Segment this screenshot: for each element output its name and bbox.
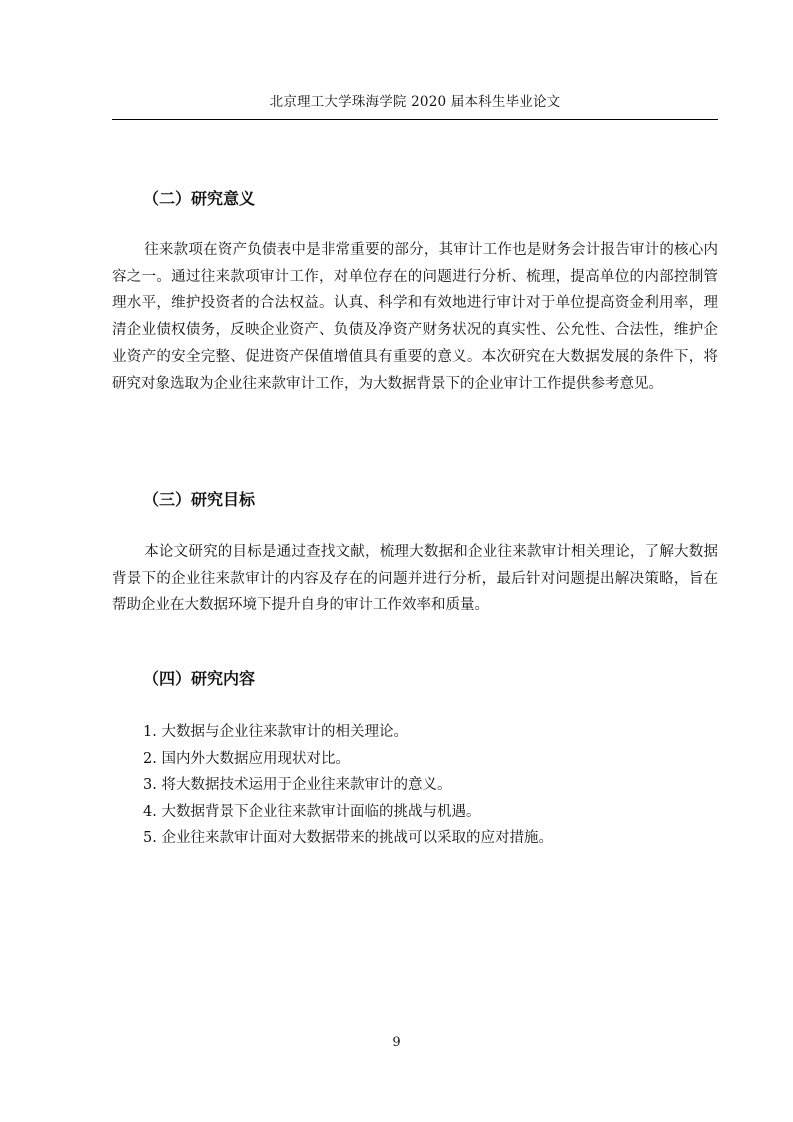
paragraph-text: 往来款项在资产负债表中是非常重要的部分，其审计工作也是财务会计报告审计的核心内容之一。通过往来款项审计工作，对单位存在的问题进行分析、梳理，提高单位的内部控制管理水平，维护投资者的合法权益。认真、科学和有效地进行审计对于单位提高资金利用率，理清企业债权债务，反映企业资产、负债及净资产财务状况的真实性、公允性、合法性，维护企业资产的安全完整、促进资产保值增值具有重要的意义。本次研究在大数据发展的条件下，将研究对象选取为企业往来款审计工作，为大数据背景下的企业审计工作提供参考意见。 bbox=[112, 242, 718, 392]
page-number: 9 bbox=[392, 1035, 401, 1050]
section-heading-objectives: （三）研究目标 bbox=[143, 490, 256, 509]
header-title: 北京理工大学珠海学院 2020 届本科生毕业论文 bbox=[269, 94, 561, 110]
list-item: 3. 将大数据技术运用于企业往来款审计的意义。 bbox=[143, 777, 452, 793]
section-heading-significance: （二）研究意义 bbox=[143, 189, 256, 208]
research-content-list bbox=[143, 719, 553, 852]
section-paragraph-objectives bbox=[112, 539, 718, 619]
list-item: 2. 国内外大数据应用现状对比。 bbox=[143, 750, 350, 767]
list-item: 1. 大数据与企业往来款审计的相关理论。 bbox=[143, 724, 408, 740]
paragraph-text: 本论文研究的目标是通过查找文献，梳理大数据和企业往来款审计相关理论，了解大数据背景下的企业往来款审计的内容及存在的问题并进行分析，最后针对问题提出解决策略，旨在帮助企业在大数据环境下提升自身的审计工作效率和质量。 bbox=[112, 544, 718, 614]
page-header bbox=[112, 92, 718, 120]
list-item: 4. 大数据背景下企业往来款审计面临的挑战与机遇。 bbox=[143, 803, 481, 820]
section-heading-content: （四）研究内容 bbox=[143, 669, 256, 688]
list-item: 5. 企业往来款审计面对大数据带来的挑战可以采取的应对措施。 bbox=[143, 830, 553, 846]
section-paragraph-significance bbox=[112, 237, 718, 397]
